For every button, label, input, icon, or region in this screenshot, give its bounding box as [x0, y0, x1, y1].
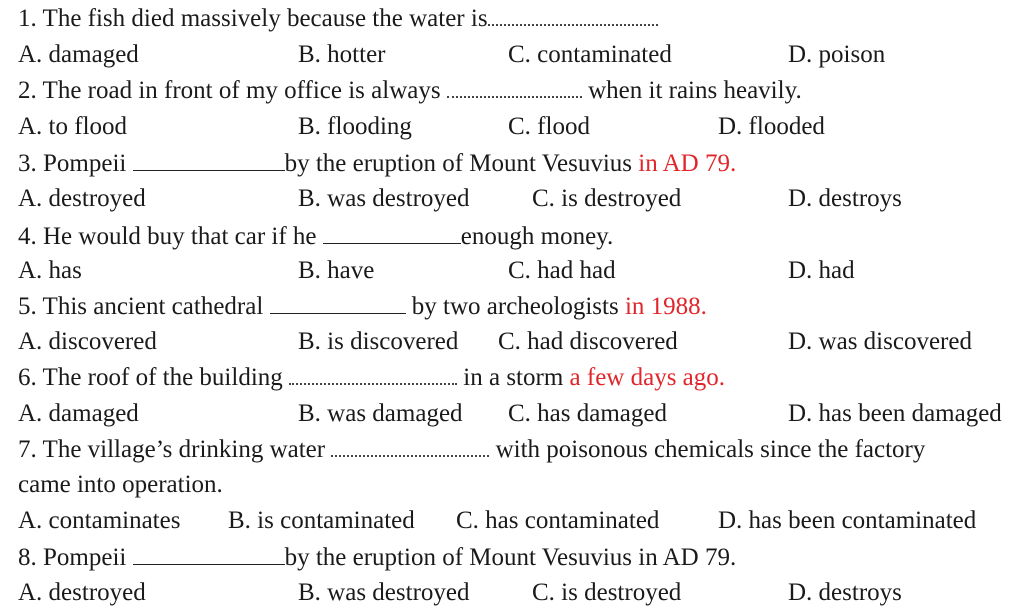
answer-blank[interactable] — [270, 291, 406, 314]
question-5 — [18, 291, 707, 321]
question-6 — [18, 363, 725, 393]
q6-option-d[interactable]: D. has been damaged — [788, 400, 1002, 427]
question-8-text: 8. Pompeii — [18, 544, 127, 571]
q8-option-d[interactable]: D. destroys — [788, 579, 902, 606]
answer-blank[interactable] — [488, 4, 658, 26]
question-5-highlight: in 1988. — [624, 293, 707, 320]
q6-option-a[interactable]: A. damaged — [18, 400, 139, 427]
answer-blank[interactable] — [289, 363, 457, 385]
question-6-highlight: a few days ago. — [569, 364, 726, 391]
q8-option-c[interactable]: C. is destroyed — [532, 579, 682, 606]
q1-option-a[interactable]: A. damaged — [18, 41, 139, 68]
question-2-text-end: when it rains heavily. — [588, 77, 802, 104]
question-2 — [18, 76, 802, 106]
answer-blank[interactable] — [323, 221, 461, 244]
question-6-text: 6. The roof of the building — [18, 364, 283, 391]
q2-option-c[interactable]: C. flood — [508, 113, 590, 140]
question-4-text: 4. He would buy that car if he — [18, 223, 317, 250]
question-4-text-end: enough money. — [460, 223, 614, 250]
q3-option-c[interactable]: C. is destroyed — [532, 185, 682, 212]
q2-option-d[interactable]: D. flooded — [718, 113, 825, 140]
q1-option-d[interactable]: D. poison — [788, 41, 886, 68]
answer-blank[interactable] — [133, 542, 285, 565]
q7-option-d[interactable]: D. has been contaminated — [718, 507, 977, 534]
q7-option-a[interactable]: A. contaminates — [18, 507, 181, 534]
q7-option-b[interactable]: B. is contaminated — [228, 507, 415, 534]
question-5-text-end: by two archeologists — [411, 293, 619, 320]
q3-option-b[interactable]: B. was destroyed — [298, 185, 470, 212]
q4-option-a[interactable]: A. has — [18, 257, 82, 284]
q6-option-b[interactable]: B. was damaged — [298, 400, 463, 427]
q8-option-b[interactable]: B. was destroyed — [298, 579, 470, 606]
answer-blank[interactable] — [331, 435, 489, 457]
question-3 — [18, 148, 736, 178]
q3-option-d[interactable]: D. destroys — [788, 185, 902, 212]
question-5-text: 5. This ancient cathedral — [18, 293, 264, 320]
q5-option-b[interactable]: B. is discovered — [298, 328, 459, 355]
question-3-highlight: in AD 79. — [638, 150, 737, 177]
q2-option-a[interactable]: A. to flood — [18, 113, 128, 140]
question-7-continued: came into operation. — [18, 471, 223, 498]
q4-option-c[interactable]: C. had had — [508, 257, 616, 284]
question-3-text: 3. Pompeii — [18, 150, 127, 177]
question-4 — [18, 221, 613, 251]
question-7-text: 7. The village’s drinking water — [18, 436, 326, 463]
q7-option-c[interactable]: C. has contaminated — [456, 507, 660, 534]
question-6-text-end: in a storm — [463, 364, 564, 391]
question-7-text-mid: with poisonous chemicals since the factory — [495, 436, 926, 463]
q8-option-a[interactable]: A. destroyed — [18, 579, 146, 606]
question-8-text-end: by the eruption of Mount Vesuvius in AD 79. — [284, 544, 737, 571]
question-2-text: 2. The road in front of my office is always — [18, 77, 441, 104]
answer-blank[interactable] — [133, 148, 285, 171]
q5-option-c[interactable]: C. had discovered — [498, 328, 678, 355]
q5-option-a[interactable]: A. discovered — [18, 328, 157, 355]
question-1-text: 1. The fish died massively because the water is — [18, 5, 488, 32]
q2-option-b[interactable]: B. flooding — [298, 113, 412, 140]
question-7 — [18, 435, 925, 465]
q1-option-b[interactable]: B. hotter — [298, 41, 386, 68]
q4-option-b[interactable]: B. have — [298, 257, 375, 284]
q3-option-a[interactable]: A. destroyed — [18, 185, 146, 212]
q6-option-c[interactable]: C. has damaged — [508, 400, 667, 427]
question-8 — [18, 542, 736, 572]
q1-option-c[interactable]: C. contaminated — [508, 41, 672, 68]
q4-option-d[interactable]: D. had — [788, 257, 855, 284]
question-1 — [18, 4, 658, 34]
q5-option-d[interactable]: D. was discovered — [788, 328, 972, 355]
question-3-text-end: by the eruption of Mount Vesuvius — [284, 150, 633, 177]
answer-blank[interactable] — [447, 76, 582, 98]
